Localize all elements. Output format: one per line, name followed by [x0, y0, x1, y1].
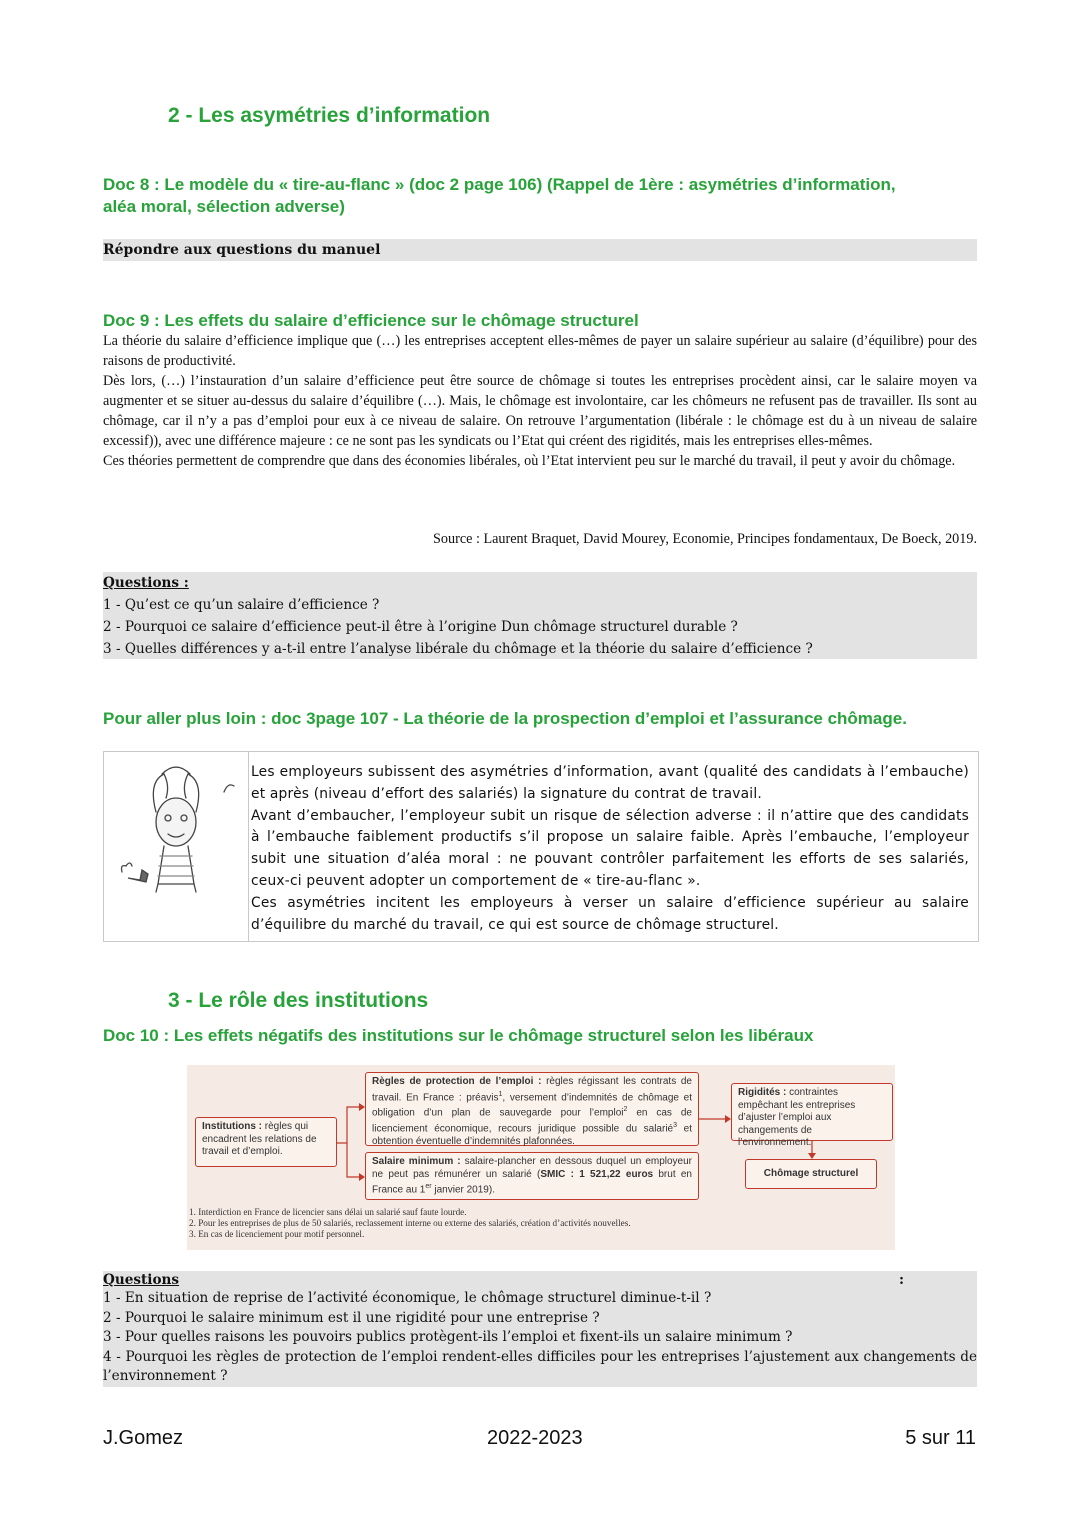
salaire-label: Salaire minimum : — [372, 1156, 461, 1167]
doc9-source: Source : Laurent Braquet, David Mourey, Economie, Principes fondamentaux, De Boeck, 2019. — [433, 531, 977, 547]
minimum-wage-box — [365, 1152, 699, 1200]
footnote-1-ref: 1 — [498, 1090, 503, 1098]
doc9-questions-box — [103, 572, 977, 659]
diagram-footnotes — [189, 1207, 889, 1240]
rigidites-text: contraintes empêchant les entreprises d’ajuster l’emploi aux changements de l’environnement. — [738, 1087, 856, 1148]
further-title: Pour aller plus loin : doc 3page 107 - La théorie de la prospection d’emploi et l’assurance chômage. — [103, 709, 907, 728]
tire-au-flanc-illustration-icon — [104, 752, 248, 941]
salaire-text-2: brut en France au 1 — [372, 1168, 692, 1196]
doc9-paragraph: La théorie du salaire d’efficience implique que (…) les entreprises acceptent elles-mêmes de payer un salaire supérieur au salaire (d’équilibre) pour des raisons de productivité. — [103, 333, 977, 369]
further-text — [251, 762, 969, 936]
doc9-title: Doc 9 : Les effets du salaire d’efficience sur le chômage structurel — [103, 311, 639, 330]
doc9-paragraph: Ces théories permettent de comprendre que dans des économies libérales, où l’Etat intervient peu sur le marché du travail, il peut y avoir du chômage. — [103, 453, 956, 469]
institutions-text: règles qui encadrent les relations de travail et d’emploi. — [202, 1121, 317, 1157]
doc10-diagram — [187, 1065, 895, 1250]
doc9-body — [103, 331, 977, 471]
regles-text-1: règles régissant les contrats de travail. En France : préavis — [372, 1076, 692, 1103]
doc10-questions-title: Questions — [103, 1272, 180, 1288]
doc8-title-line1: Doc 8 : Le modèle du « tire-au-flanc » (doc 2 page 106) (Rappel de 1ère : asymétries d’information, — [103, 175, 896, 194]
doc8-title — [103, 174, 983, 218]
doc10-questions-colon: : — [899, 1272, 905, 1288]
doc9-question: 2 - Pourquoi ce salaire d’efficience peut-il être à l’origine Dun chômage structurel durable ? — [103, 619, 738, 635]
doc10-question: 4 - Pourquoi les règles de protection de l’emploi rendent-elles difficiles pour les entreprises l’ajustement aux changements de l’environnement ? — [103, 1348, 977, 1385]
footnote: 1. Interdiction en France de licencier sans délai un salarié sauf faute lourde. — [189, 1207, 467, 1217]
regles-text-4: et obtention éventuelle d’indemnités plafonnées. — [372, 1123, 692, 1147]
rigidities-box — [731, 1083, 893, 1148]
regles-label: Règles de protection de l’emploi : — [372, 1076, 542, 1087]
doc10-questions-box — [103, 1271, 977, 1387]
section-3-title: 3 - Le rôle des institutions — [168, 989, 429, 1012]
footer-page-number: 5 sur 11 — [905, 1427, 976, 1449]
cartoon-illustration — [104, 752, 249, 941]
doc10-question: 2 - Pourquoi le salaire minimum est il une rigidité pour une entreprise ? — [103, 1309, 600, 1326]
footer-year: 2022-2023 — [487, 1427, 583, 1449]
smic-value: SMIC : 1 521,22 euros — [540, 1168, 654, 1180]
further-text-2: Avant d’embaucher, l’employeur subit un risque de sélection adverse : il n’attire que des candidats à l’embauche faiblement productifs s’il propose un salaire faible. Après l’embauche, l’employeur subit une situation d’aléa moral : ne pouvant contrôler parfaitement les efforts de ses salariés, ceux-ci peuvent adopter un comportement de « tire-au-flanc ». — [251, 807, 969, 889]
section-2-title: 2 - Les asymétries d’information — [168, 104, 491, 127]
doc8-instruction: Répondre aux questions du manuel — [103, 242, 381, 258]
salaire-text-3: janvier 2019). — [431, 1184, 495, 1196]
doc9-paragraph: Dès lors, (…) l’instauration d’un salaire d’efficience peut être source de chômage si toutes les entreprises procèdent ainsi, car le salaire moyen va augmenter et se situer au-dessus du salaire d’équilibre (…). Mais, le chômage est involontaire, car les chômeurs ne refusent pas de travailler. Ils sont au chômage, car il n’y a pas d’emploi pour eux à ce niveau de salaire. On retrouve l’argumentation (libérale : le chômage est du à un niveau de salaire excessif)), avec une différence majeure : ce ne sont pas les syndicats ou l’Etat qui créent des rigidités, mais les entreprises elles-mêmes. — [103, 373, 977, 449]
doc8-title-line2: aléa moral, sélection adverse) — [103, 197, 345, 216]
doc10-question: 1 - En situation de reprise de l’activité économique, le chômage structurel diminue-t-il ? — [103, 1290, 712, 1306]
rigidites-label: Rigidités : — [738, 1087, 787, 1098]
further-text-1: Les employeurs subissent des asymétries d’information, avant (qualité des candidats à l’embauche) et après (niveau d’effort des salariés) la signature du contrat de travail. — [251, 764, 969, 802]
structural-unemployment-box — [745, 1159, 877, 1189]
footnote-2-ref: 2 — [623, 1106, 628, 1114]
regles-text-3: en cas de licenciement économique, recours juridique possible du salarié — [372, 1107, 692, 1135]
doc10-questions-list — [103, 1289, 977, 1387]
doc9-question: 1 - Qu’est ce qu’un salaire d’efficience ? — [103, 597, 380, 613]
further-box — [103, 751, 979, 942]
institutions-box — [195, 1117, 337, 1167]
further-text-3: Ces asymétries incitent les employeurs à verser un salaire d’efficience supérieur au salaire d’équilibre du marché du travail, ce qui est source de chômage structurel. — [251, 894, 969, 933]
footnote-3-ref: 3 — [673, 1122, 678, 1130]
doc8-instruction-box — [103, 239, 977, 261]
doc10-title: Doc 10 : Les effets négatifs des institutions sur le chômage structurel selon les libéraux — [103, 1026, 814, 1045]
doc9-questions-title: Questions : — [103, 575, 189, 591]
footnote: 2. Pour les entreprises de plus de 50 salariés, reclassement interne ou externe des salariés, création d’activités nouvelles. — [189, 1218, 631, 1228]
regles-text-2: , versement d’indemnités de chômage et obligation d’un plan de sauvegarde pour l’emploi — [372, 1091, 692, 1119]
employment-protection-box — [365, 1072, 699, 1146]
chomage-label: Chômage structurel — [763, 1168, 859, 1179]
salaire-sup: er — [425, 1183, 432, 1190]
doc9-question: 3 - Quelles différences y a-t-il entre l’analyse libérale du chômage et la théorie du salaire d’efficience ? — [103, 641, 813, 657]
footer-author: J.Gomez — [103, 1427, 184, 1449]
institutions-label: Institutions : — [202, 1121, 262, 1132]
footnote: 3. En cas de licenciement pour motif personnel. — [189, 1229, 365, 1239]
doc10-question: 3 - Pour quelles raisons les pouvoirs publics protègent-ils l’emploi et fixent-ils un salaire minimum ? — [103, 1329, 793, 1346]
salaire-text-1: salaire-plancher en dessous duquel un employeur ne peut pas rémunérer un salarié ( — [372, 1156, 693, 1180]
